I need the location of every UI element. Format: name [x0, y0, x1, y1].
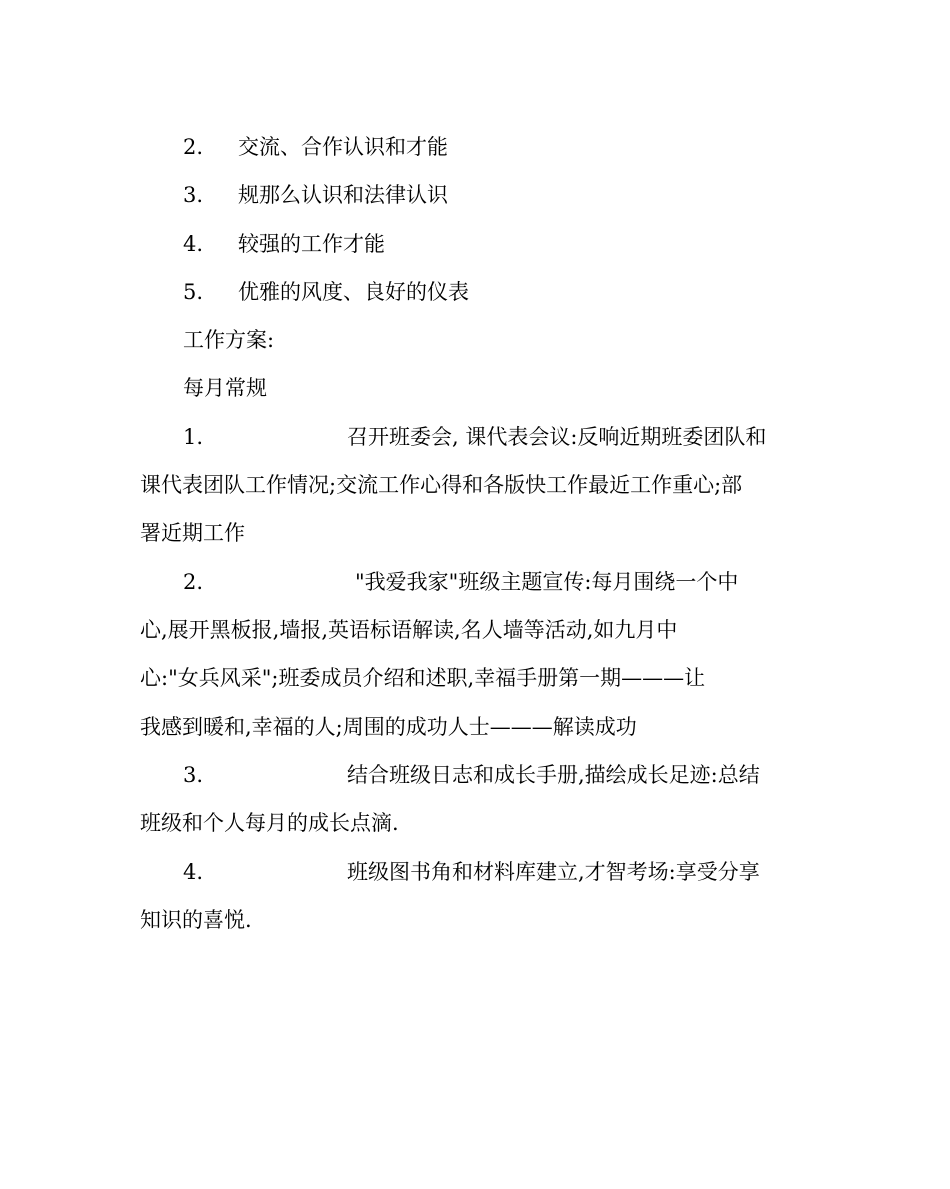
item-2-number: 2. — [183, 570, 204, 594]
skill-2-text: 交流、合作认识和才能 — [238, 135, 448, 159]
skill-5-number: 5. — [183, 280, 204, 304]
skill-5-text: 优雅的风度、良好的仪表 — [238, 280, 469, 304]
plan-heading: 工作方案: — [183, 328, 275, 352]
item-3-line-2: 班级和个人每月的成长点滴. — [140, 811, 399, 835]
item-4-line-1: 班级图书角和材料库建立,才智考场:享受分享 — [347, 860, 760, 884]
item-4-line-2: 知识的喜悦. — [140, 908, 252, 932]
item-1-line-1: 召开班委会, 课代表会议:反响近期班委团队和 — [347, 425, 767, 449]
skill-4-text: 较强的工作才能 — [238, 232, 385, 256]
item-1-number: 1. — [183, 425, 204, 449]
item-4-number: 4. — [183, 860, 204, 884]
monthly-heading: 每月常规 — [183, 376, 267, 400]
skill-4-number: 4. — [183, 232, 204, 256]
item-2-line-2: 心,展开黑板报,墙报,英语标语解读,名人墙等活动,如九月中 — [140, 618, 678, 642]
item-2-line-4: 我感到暖和,幸福的人;周围的成功人士———解读成功 — [140, 715, 637, 739]
item-3-number: 3. — [183, 763, 204, 787]
item-1-line-2: 课代表团队工作情况;交流工作心得和各版快工作最近工作重心;部 — [140, 473, 743, 497]
item-1-line-3: 署近期工作 — [140, 521, 245, 545]
item-2-line-3: 心:"女兵风采";班委成员介绍和述职,幸福手册第一期———让 — [140, 666, 706, 690]
item-2-line-1: "我爱我家"班级主题宣传:每月围绕一个中 — [355, 570, 739, 594]
item-3-line-1: 结合班级日志和成长手册,描绘成长足迹:总结 — [347, 763, 760, 787]
skill-2-number: 2. — [183, 135, 204, 159]
skill-3-number: 3. — [183, 183, 204, 207]
skill-3-text: 规那么认识和法律认识 — [238, 183, 448, 207]
